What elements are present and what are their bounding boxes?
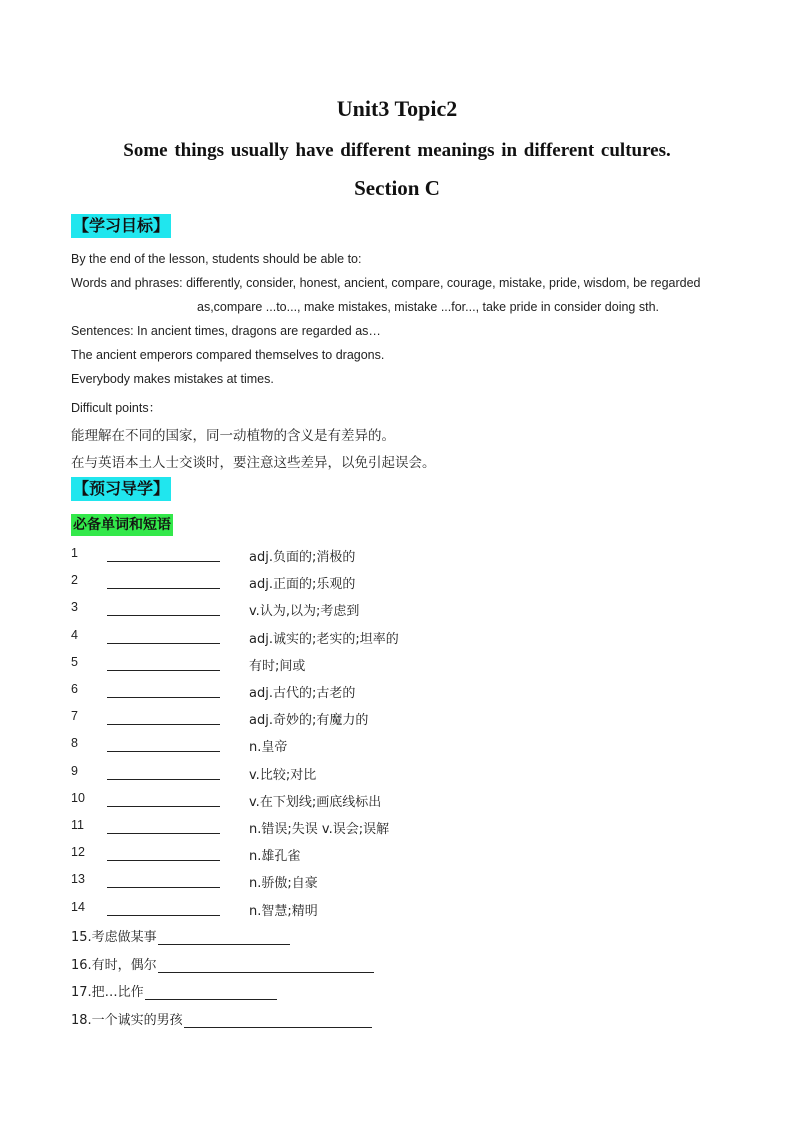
vocab-number: 2 xyxy=(71,573,78,588)
objectives-intro: By the end of the lesson, students should be able to: xyxy=(71,252,362,266)
phrase-prompt: 16.有时，偶尔 xyxy=(71,958,157,973)
words-phrases-line-1: Words and phrases: differently, consider, honest, ancient, compare, courage, mistake, pride, wisdom, be regarded xyxy=(71,276,701,290)
vocab-number: 3 xyxy=(71,600,78,615)
vocab-answer-blank[interactable] xyxy=(107,860,220,861)
vocab-row xyxy=(71,546,471,566)
vocab-answer-blank[interactable] xyxy=(107,670,220,671)
vocab-meaning: v.比较;对比 xyxy=(249,767,317,783)
section-title: Section C xyxy=(354,176,440,200)
vocab-row xyxy=(71,845,471,865)
phrase-row xyxy=(71,981,277,1001)
vocab-meaning: adj.正面的;乐观的 xyxy=(249,577,356,593)
difficult-points-label: Difficult points： xyxy=(71,401,162,415)
vocab-meaning: n.智慧;精明 xyxy=(249,903,318,919)
phrase-prompt: 15.考虑做某事 xyxy=(71,930,157,945)
vocab-sub-badge: 必备单词和短语 xyxy=(71,514,173,536)
vocab-answer-blank[interactable] xyxy=(107,833,220,834)
objectives-badge: 【学习目标】 xyxy=(71,214,171,238)
phrase-row xyxy=(71,954,374,974)
vocab-meaning: adj.诚实的;老实的;坦率的 xyxy=(249,631,399,647)
topic-title: Some things usually have different meanings in different cultures. xyxy=(123,140,671,161)
vocab-number: 6 xyxy=(71,682,78,696)
vocab-meaning: adj.负面的;消极的 xyxy=(249,550,356,565)
phrase-answer-blank[interactable] xyxy=(184,1013,372,1028)
vocab-row xyxy=(71,628,471,648)
phrase-row xyxy=(71,926,290,946)
vocab-row xyxy=(71,709,471,729)
vocab-row xyxy=(71,682,471,702)
phrase-row xyxy=(71,1009,372,1029)
vocab-answer-blank[interactable] xyxy=(107,724,220,725)
vocab-answer-blank[interactable] xyxy=(107,806,220,807)
vocab-row xyxy=(71,573,471,593)
vocab-number: 12 xyxy=(71,845,85,860)
vocab-answer-blank[interactable] xyxy=(107,588,220,589)
vocab-row xyxy=(71,736,471,756)
vocab-meaning: v.在下划线;画底线标出 xyxy=(249,794,382,810)
unit-title: Unit3 Topic2 xyxy=(336,96,458,121)
vocab-meaning: n.雄孔雀 xyxy=(249,849,301,865)
sentences-line-1: Sentences: In ancient times, dragons are regarded as… xyxy=(71,324,381,338)
vocab-number: 1 xyxy=(71,546,78,560)
phrase-answer-blank[interactable] xyxy=(158,958,374,973)
vocab-meaning: n.骄傲;自豪 xyxy=(249,876,318,892)
vocab-answer-blank[interactable] xyxy=(107,779,220,780)
difficult-point-2: 在与英语本土人士交谈时，要注意这些差异，以免引起误会。 xyxy=(71,455,436,471)
vocab-row xyxy=(71,818,471,838)
vocab-number: 5 xyxy=(71,654,78,669)
vocab-answer-blank[interactable] xyxy=(107,887,220,888)
vocab-answer-blank[interactable] xyxy=(107,915,220,916)
vocab-answer-blank[interactable] xyxy=(107,615,220,616)
vocab-row xyxy=(71,791,471,811)
phrase-prompt: 17.把…比作 xyxy=(71,985,144,1000)
vocab-number: 11 xyxy=(71,818,84,832)
vocab-answer-blank[interactable] xyxy=(107,751,220,752)
vocab-number: 7 xyxy=(71,709,78,724)
vocab-number: 9 xyxy=(71,763,78,778)
vocab-meaning: adj.奇妙的;有魔力的 xyxy=(249,713,369,729)
vocab-number: 4 xyxy=(71,627,78,642)
vocab-number: 8 xyxy=(71,736,78,751)
vocab-meaning: n.错误;失误 v.误会;误解 xyxy=(249,822,390,837)
words-phrases-line-2: as,compare ...to..., make mistakes, mistake ...for..., take pride in consider doing sth. xyxy=(197,300,660,314)
vocab-answer-blank[interactable] xyxy=(107,561,220,562)
difficult-point-1: 能理解在不同的国家，同一动植物的含义是有差异的。 xyxy=(71,428,395,444)
vocab-meaning: n.皇帝 xyxy=(249,740,288,756)
preview-badge: 【预习导学】 xyxy=(71,477,171,501)
vocab-row xyxy=(71,655,471,675)
vocab-row xyxy=(71,900,471,920)
vocab-row xyxy=(71,600,471,620)
vocab-row xyxy=(71,764,471,784)
phrase-answer-blank[interactable] xyxy=(145,985,277,1000)
vocab-number: 10 xyxy=(71,790,85,805)
sentences-line-3: Everybody makes mistakes at times. xyxy=(71,372,274,386)
vocab-answer-blank[interactable] xyxy=(107,643,220,644)
phrase-prompt: 18.一个诚实的男孩 xyxy=(71,1013,183,1028)
vocab-number: 13 xyxy=(71,872,85,887)
phrase-answer-blank[interactable] xyxy=(158,930,290,945)
sentences-line-2: The ancient emperors compared themselves to dragons. xyxy=(71,348,385,362)
vocab-meaning: 有时;间或 xyxy=(249,658,306,674)
vocab-meaning: v.认为,以为;考虑到 xyxy=(249,604,360,620)
vocab-row xyxy=(71,872,471,892)
vocab-number: 14 xyxy=(71,899,85,914)
vocab-answer-blank[interactable] xyxy=(107,697,220,698)
vocab-meaning: adj.古代的;古老的 xyxy=(249,686,356,701)
